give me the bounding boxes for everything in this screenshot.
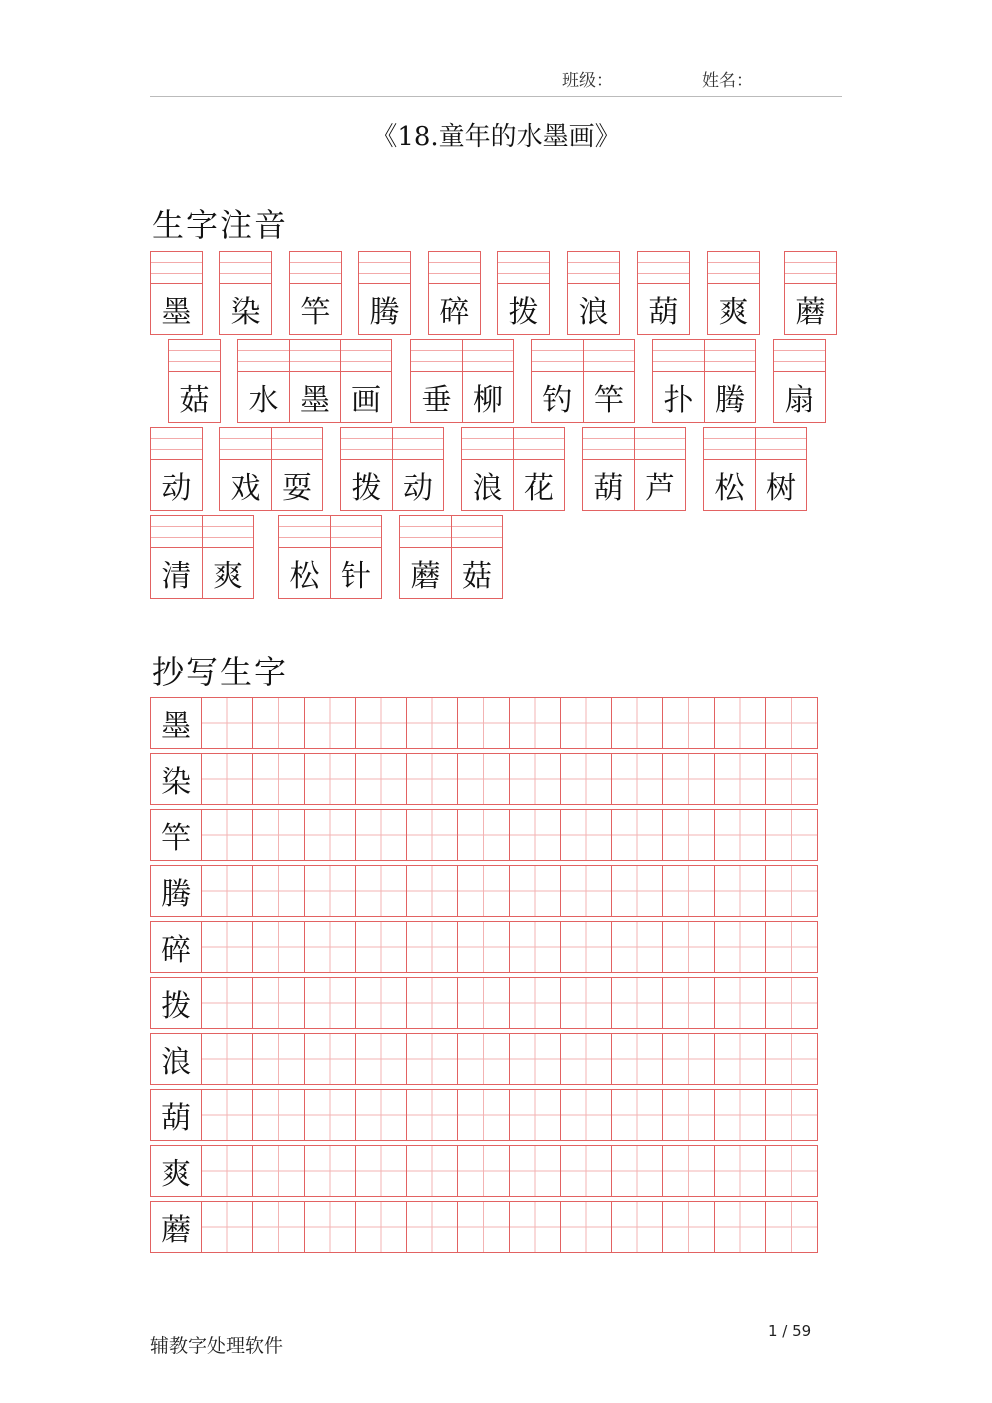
section-title-copy: 抄写生字 <box>152 653 289 691</box>
hanzi-character: 清 <box>161 559 192 594</box>
writing-grid-cell[interactable] <box>510 1202 561 1252</box>
writing-grid-cell[interactable] <box>305 866 356 916</box>
writing-grid-cell[interactable] <box>407 1090 458 1140</box>
writing-grid-cell[interactable] <box>510 978 561 1028</box>
hanzi-character: 蘑 <box>795 295 826 330</box>
writing-grid-cell[interactable] <box>407 1146 458 1196</box>
hanzi-character: 松 <box>289 559 320 594</box>
writing-grid-cell[interactable] <box>510 754 561 804</box>
hanzi-character: 花 <box>524 471 554 506</box>
copy-row <box>150 1033 818 1085</box>
hanzi-character: 菇 <box>179 383 210 418</box>
pinyin-word-box <box>219 427 323 511</box>
hanzi-character: 拨 <box>351 471 382 506</box>
writing-grid-cell[interactable] <box>202 1034 253 1084</box>
writing-grid-cell[interactable] <box>663 810 714 860</box>
pinyin-char-cell <box>704 428 755 510</box>
writing-grid-cell[interactable] <box>715 1090 766 1140</box>
writing-grid-cell[interactable] <box>561 1146 612 1196</box>
copy-row <box>150 697 818 749</box>
hanzi-character: 垂 <box>421 383 452 418</box>
hanzi-character: 染 <box>230 295 261 330</box>
pinyin-char-cell <box>330 516 381 598</box>
pinyin-writing-band[interactable] <box>584 340 634 372</box>
writing-grid-cell[interactable] <box>305 1146 356 1196</box>
pinyin-writing-band[interactable] <box>169 340 220 372</box>
writing-grid-cell[interactable] <box>510 698 561 748</box>
pinyin-char-cell <box>451 516 502 598</box>
pinyin-char-cell <box>704 340 755 422</box>
pinyin-writing-band[interactable] <box>653 340 704 372</box>
writing-grid-cell[interactable] <box>407 810 458 860</box>
hanzi-character: 动 <box>161 471 192 506</box>
writing-grid-cell[interactable] <box>253 698 304 748</box>
writing-grid-cell[interactable] <box>202 698 253 748</box>
pinyin-char-cell <box>429 252 480 334</box>
writing-grid-cell[interactable] <box>561 810 612 860</box>
writing-grid-cell[interactable] <box>407 866 458 916</box>
writing-grid-cell[interactable] <box>561 1090 612 1140</box>
writing-grid-cell[interactable] <box>663 698 714 748</box>
pinyin-char-cell <box>513 428 564 510</box>
pinyin-word-box <box>497 251 550 335</box>
hanzi-character: 树 <box>766 471 796 506</box>
writing-grid-cell[interactable] <box>202 1146 253 1196</box>
model-character-cell: 竿 <box>151 810 202 860</box>
hanzi-character: 墨 <box>161 295 192 330</box>
writing-grid-cell[interactable] <box>305 1090 356 1140</box>
writing-grid-cell[interactable] <box>253 1202 304 1252</box>
writing-grid-cell[interactable] <box>356 754 407 804</box>
writing-grid-cell[interactable] <box>766 1090 817 1140</box>
writing-grid-cell[interactable] <box>356 922 407 972</box>
copy-row <box>150 921 818 973</box>
writing-grid-cell[interactable] <box>253 866 304 916</box>
hanzi-character: 竿 <box>300 295 331 330</box>
hanzi-character: 碎 <box>439 295 470 330</box>
pinyin-char-cell <box>271 428 322 510</box>
writing-grid-cell[interactable] <box>458 978 509 1028</box>
writing-grid-cell[interactable] <box>458 922 509 972</box>
hanzi-character: 墨 <box>300 383 330 418</box>
pinyin-char-cell <box>202 516 253 598</box>
pinyin-writing-band[interactable] <box>220 252 271 284</box>
writing-grid-cell[interactable] <box>663 922 714 972</box>
pinyin-writing-band[interactable] <box>238 340 289 372</box>
pinyin-char-cell <box>359 252 410 334</box>
writing-grid-cell[interactable] <box>715 866 766 916</box>
hanzi-character: 腾 <box>715 383 745 418</box>
writing-grid-cell[interactable] <box>715 978 766 1028</box>
pinyin-word-box <box>410 339 514 423</box>
pinyin-word-box <box>784 251 837 335</box>
writing-grid-cell[interactable] <box>305 1202 356 1252</box>
header-divider <box>150 96 842 97</box>
writing-grid-cell[interactable] <box>253 810 304 860</box>
writing-grid-cell[interactable] <box>510 810 561 860</box>
pinyin-char-cell <box>151 516 202 598</box>
pinyin-writing-band[interactable] <box>463 340 513 372</box>
writing-grid-cell[interactable] <box>561 1202 612 1252</box>
hanzi-character: 针 <box>341 559 371 594</box>
pinyin-writing-band[interactable] <box>429 252 480 284</box>
pinyin-char-cell <box>151 252 202 334</box>
pinyin-writing-band[interactable] <box>708 252 759 284</box>
pinyin-word-box <box>358 251 411 335</box>
writing-grid-cell[interactable] <box>766 866 817 916</box>
pinyin-writing-band[interactable] <box>290 340 340 372</box>
pinyin-writing-band[interactable] <box>151 252 202 284</box>
copy-row <box>150 1201 818 1253</box>
hanzi-character: 钓 <box>542 383 573 418</box>
hanzi-character: 浪 <box>578 295 609 330</box>
pinyin-writing-band[interactable] <box>785 252 836 284</box>
pinyin-writing-band[interactable] <box>331 516 381 548</box>
writing-grid-cell[interactable] <box>253 1090 304 1140</box>
pinyin-char-cell <box>498 252 549 334</box>
pinyin-word-box <box>399 515 503 599</box>
pinyin-writing-band[interactable] <box>220 428 271 460</box>
hanzi-character: 画 <box>351 383 381 418</box>
pinyin-char-cell <box>290 252 341 334</box>
pinyin-word-box <box>150 427 203 511</box>
pinyin-char-cell <box>169 340 220 422</box>
writing-grid-cell[interactable] <box>407 1034 458 1084</box>
copy-row <box>150 977 818 1029</box>
writing-grid-cell[interactable] <box>612 810 663 860</box>
writing-grid-cell[interactable] <box>305 922 356 972</box>
writing-grid-cell[interactable] <box>202 810 253 860</box>
pinyin-char-cell <box>151 428 202 510</box>
pinyin-writing-band[interactable] <box>272 428 322 460</box>
pinyin-char-cell <box>238 340 289 422</box>
pinyin-word-box <box>289 251 342 335</box>
writing-grid-cell[interactable] <box>202 866 253 916</box>
writing-grid-cell[interactable] <box>766 754 817 804</box>
hanzi-character: 水 <box>248 383 279 418</box>
writing-grid-cell[interactable] <box>458 754 509 804</box>
pinyin-word-box <box>461 427 565 511</box>
pinyin-writing-band[interactable] <box>290 252 341 284</box>
writing-grid-cell[interactable] <box>663 1202 714 1252</box>
hanzi-character: 葫 <box>593 471 624 506</box>
pinyin-word-box <box>237 339 392 423</box>
pinyin-word-box <box>707 251 760 335</box>
pinyin-word-box <box>567 251 620 335</box>
pinyin-writing-band[interactable] <box>774 340 825 372</box>
writing-grid-cell[interactable] <box>612 922 663 972</box>
writing-grid-cell[interactable] <box>407 978 458 1028</box>
pinyin-word-box <box>703 427 807 511</box>
page-title: 《18.童年的水墨画》 <box>371 122 621 152</box>
writing-grid-cell[interactable] <box>612 1090 663 1140</box>
writing-grid-cell[interactable] <box>612 1202 663 1252</box>
pinyin-word-box <box>531 339 635 423</box>
writing-grid-cell[interactable] <box>305 978 356 1028</box>
pinyin-writing-band[interactable] <box>393 428 443 460</box>
writing-grid-cell[interactable] <box>356 698 407 748</box>
pinyin-writing-band[interactable] <box>341 428 392 460</box>
hanzi-character: 爽 <box>718 295 749 330</box>
writing-grid-cell[interactable] <box>715 922 766 972</box>
pinyin-writing-band[interactable] <box>532 340 583 372</box>
pinyin-char-cell <box>755 428 806 510</box>
pinyin-char-cell <box>220 428 271 510</box>
writing-grid-cell[interactable] <box>561 754 612 804</box>
writing-grid-cell[interactable] <box>715 810 766 860</box>
pinyin-char-cell <box>411 340 462 422</box>
writing-grid-cell[interactable] <box>253 1146 304 1196</box>
writing-grid-cell[interactable] <box>766 1146 817 1196</box>
model-character-cell: 蘑 <box>151 1202 202 1252</box>
writing-grid-cell[interactable] <box>766 922 817 972</box>
writing-grid-cell[interactable] <box>612 1146 663 1196</box>
writing-grid-cell[interactable] <box>407 922 458 972</box>
copy-row <box>150 809 818 861</box>
writing-grid-cell[interactable] <box>356 1090 407 1140</box>
pinyin-writing-band[interactable] <box>341 340 391 372</box>
pinyin-word-box <box>582 427 686 511</box>
pinyin-writing-band[interactable] <box>151 428 202 460</box>
writing-grid-cell[interactable] <box>458 698 509 748</box>
writing-grid-cell[interactable] <box>715 1034 766 1084</box>
pinyin-word-box <box>168 339 221 423</box>
writing-grid-cell[interactable] <box>407 1202 458 1252</box>
pinyin-char-cell <box>220 252 271 334</box>
hanzi-character: 菇 <box>462 559 492 594</box>
pinyin-char-cell <box>653 340 704 422</box>
hanzi-character: 腾 <box>369 295 400 330</box>
writing-grid-cell[interactable] <box>612 754 663 804</box>
hanzi-character: 拨 <box>508 295 539 330</box>
section-title-pinyin: 生字注音 <box>152 206 289 244</box>
pinyin-char-cell <box>340 340 391 422</box>
writing-grid-cell[interactable] <box>663 754 714 804</box>
writing-grid-cell[interactable] <box>356 810 407 860</box>
pinyin-writing-band[interactable] <box>452 516 502 548</box>
writing-grid-cell[interactable] <box>202 922 253 972</box>
pinyin-writing-band[interactable] <box>411 340 462 372</box>
writing-grid-cell[interactable] <box>715 1202 766 1252</box>
writing-grid-cell[interactable] <box>202 1202 253 1252</box>
pinyin-char-cell <box>568 252 619 334</box>
pinyin-char-cell <box>400 516 451 598</box>
model-character-cell: 葫 <box>151 1090 202 1140</box>
writing-grid-cell[interactable] <box>561 978 612 1028</box>
writing-grid-cell[interactable] <box>253 922 304 972</box>
pinyin-char-cell <box>289 340 340 422</box>
writing-grid-cell[interactable] <box>510 922 561 972</box>
pinyin-char-cell <box>392 428 443 510</box>
writing-grid-cell[interactable] <box>663 866 714 916</box>
writing-grid-cell[interactable] <box>766 1034 817 1084</box>
pinyin-writing-band[interactable] <box>400 516 451 548</box>
footer-software-name: 辅教字处理软件 <box>150 1335 284 1357</box>
pinyin-char-cell <box>341 428 392 510</box>
writing-grid-cell[interactable] <box>510 1034 561 1084</box>
pinyin-word-box <box>278 515 382 599</box>
hanzi-character: 耍 <box>282 471 312 506</box>
hanzi-character: 浪 <box>472 471 503 506</box>
writing-grid-cell[interactable] <box>356 1034 407 1084</box>
page-number: 1 / 59 <box>768 1322 812 1340</box>
model-character-cell: 浪 <box>151 1034 202 1084</box>
pinyin-writing-band[interactable] <box>462 428 513 460</box>
hanzi-character: 扇 <box>784 383 815 418</box>
writing-grid-cell[interactable] <box>458 1090 509 1140</box>
hanzi-character: 蘑 <box>410 559 441 594</box>
writing-grid-cell[interactable] <box>458 1146 509 1196</box>
writing-grid-cell[interactable] <box>612 866 663 916</box>
hanzi-character: 松 <box>714 471 745 506</box>
hanzi-character: 动 <box>403 471 433 506</box>
pinyin-char-cell <box>462 428 513 510</box>
hanzi-character: 芦 <box>645 471 675 506</box>
writing-grid-cell[interactable] <box>407 754 458 804</box>
pinyin-writing-band[interactable] <box>756 428 806 460</box>
writing-grid-cell[interactable] <box>458 866 509 916</box>
hanzi-character: 爽 <box>213 559 243 594</box>
hanzi-character: 竿 <box>594 383 624 418</box>
writing-grid-cell[interactable] <box>305 754 356 804</box>
model-character-cell: 拨 <box>151 978 202 1028</box>
pinyin-writing-band[interactable] <box>359 252 410 284</box>
writing-grid-cell[interactable] <box>356 1146 407 1196</box>
writing-grid-cell[interactable] <box>715 698 766 748</box>
writing-grid-cell[interactable] <box>561 866 612 916</box>
pinyin-word-box <box>219 251 272 335</box>
writing-grid-cell[interactable] <box>305 810 356 860</box>
copy-row <box>150 1145 818 1197</box>
pinyin-word-box <box>150 515 254 599</box>
pinyin-writing-band[interactable] <box>203 516 253 548</box>
hanzi-character: 柳 <box>473 383 503 418</box>
writing-grid-cell[interactable] <box>510 1146 561 1196</box>
writing-grid-cell[interactable] <box>253 1034 304 1084</box>
pinyin-word-box <box>150 251 203 335</box>
pinyin-char-cell <box>279 516 330 598</box>
writing-grid-cell[interactable] <box>407 698 458 748</box>
pinyin-writing-band[interactable] <box>638 252 689 284</box>
pinyin-writing-band[interactable] <box>498 252 549 284</box>
pinyin-writing-band[interactable] <box>514 428 564 460</box>
hanzi-character: 葫 <box>648 295 679 330</box>
writing-grid-cell[interactable] <box>510 866 561 916</box>
pinyin-word-box <box>428 251 481 335</box>
copy-row <box>150 865 818 917</box>
writing-grid-cell[interactable] <box>202 1090 253 1140</box>
pinyin-writing-band[interactable] <box>704 428 755 460</box>
writing-grid-cell[interactable] <box>356 978 407 1028</box>
name-label: 姓名： <box>702 71 753 91</box>
pinyin-char-cell <box>638 252 689 334</box>
writing-grid-cell[interactable] <box>663 1034 714 1084</box>
pinyin-writing-band[interactable] <box>705 340 755 372</box>
pinyin-writing-band[interactable] <box>151 516 202 548</box>
writing-grid-cell[interactable] <box>458 810 509 860</box>
writing-grid-cell[interactable] <box>510 1090 561 1140</box>
pinyin-char-cell <box>583 428 634 510</box>
pinyin-writing-band[interactable] <box>568 252 619 284</box>
pinyin-writing-band[interactable] <box>279 516 330 548</box>
writing-grid-cell[interactable] <box>766 810 817 860</box>
writing-grid-cell[interactable] <box>612 978 663 1028</box>
writing-grid-cell[interactable] <box>305 698 356 748</box>
pinyin-char-cell <box>583 340 634 422</box>
model-character-cell: 染 <box>151 754 202 804</box>
writing-grid-cell[interactable] <box>663 1090 714 1140</box>
writing-grid-cell[interactable] <box>715 754 766 804</box>
copy-row <box>150 753 818 805</box>
writing-grid-cell[interactable] <box>458 1202 509 1252</box>
writing-grid-cell[interactable] <box>663 1146 714 1196</box>
model-character-cell: 腾 <box>151 866 202 916</box>
writing-grid-cell[interactable] <box>202 978 253 1028</box>
pinyin-char-cell <box>532 340 583 422</box>
pinyin-char-cell <box>708 252 759 334</box>
class-label: 班级： <box>562 71 613 91</box>
hanzi-character: 扑 <box>663 383 694 418</box>
writing-grid-cell[interactable] <box>356 1202 407 1252</box>
writing-grid-cell[interactable] <box>561 922 612 972</box>
pinyin-char-cell <box>634 428 685 510</box>
writing-grid-cell[interactable] <box>561 1034 612 1084</box>
copy-row <box>150 1089 818 1141</box>
pinyin-word-box <box>652 339 756 423</box>
pinyin-word-box <box>340 427 444 511</box>
pinyin-writing-band[interactable] <box>583 428 634 460</box>
writing-grid-cell[interactable] <box>612 698 663 748</box>
writing-grid-cell[interactable] <box>305 1034 356 1084</box>
pinyin-word-box <box>773 339 826 423</box>
pinyin-word-box <box>637 251 690 335</box>
writing-grid-cell[interactable] <box>356 866 407 916</box>
writing-grid-cell[interactable] <box>253 754 304 804</box>
hanzi-character: 戏 <box>230 471 261 506</box>
writing-grid-cell[interactable] <box>766 698 817 748</box>
model-character-cell: 爽 <box>151 1146 202 1196</box>
writing-grid-cell[interactable] <box>715 1146 766 1196</box>
writing-grid-cell[interactable] <box>766 1202 817 1252</box>
writing-grid-cell[interactable] <box>612 1034 663 1084</box>
model-character-cell: 碎 <box>151 922 202 972</box>
pinyin-char-cell <box>462 340 513 422</box>
pinyin-char-cell <box>774 340 825 422</box>
writing-grid-cell[interactable] <box>458 1034 509 1084</box>
pinyin-char-cell <box>785 252 836 334</box>
writing-grid-cell[interactable] <box>766 978 817 1028</box>
writing-grid-cell[interactable] <box>202 754 253 804</box>
writing-grid-cell[interactable] <box>561 698 612 748</box>
pinyin-writing-band[interactable] <box>635 428 685 460</box>
writing-grid-cell[interactable] <box>663 978 714 1028</box>
model-character-cell: 墨 <box>151 698 202 748</box>
writing-grid-cell[interactable] <box>253 978 304 1028</box>
